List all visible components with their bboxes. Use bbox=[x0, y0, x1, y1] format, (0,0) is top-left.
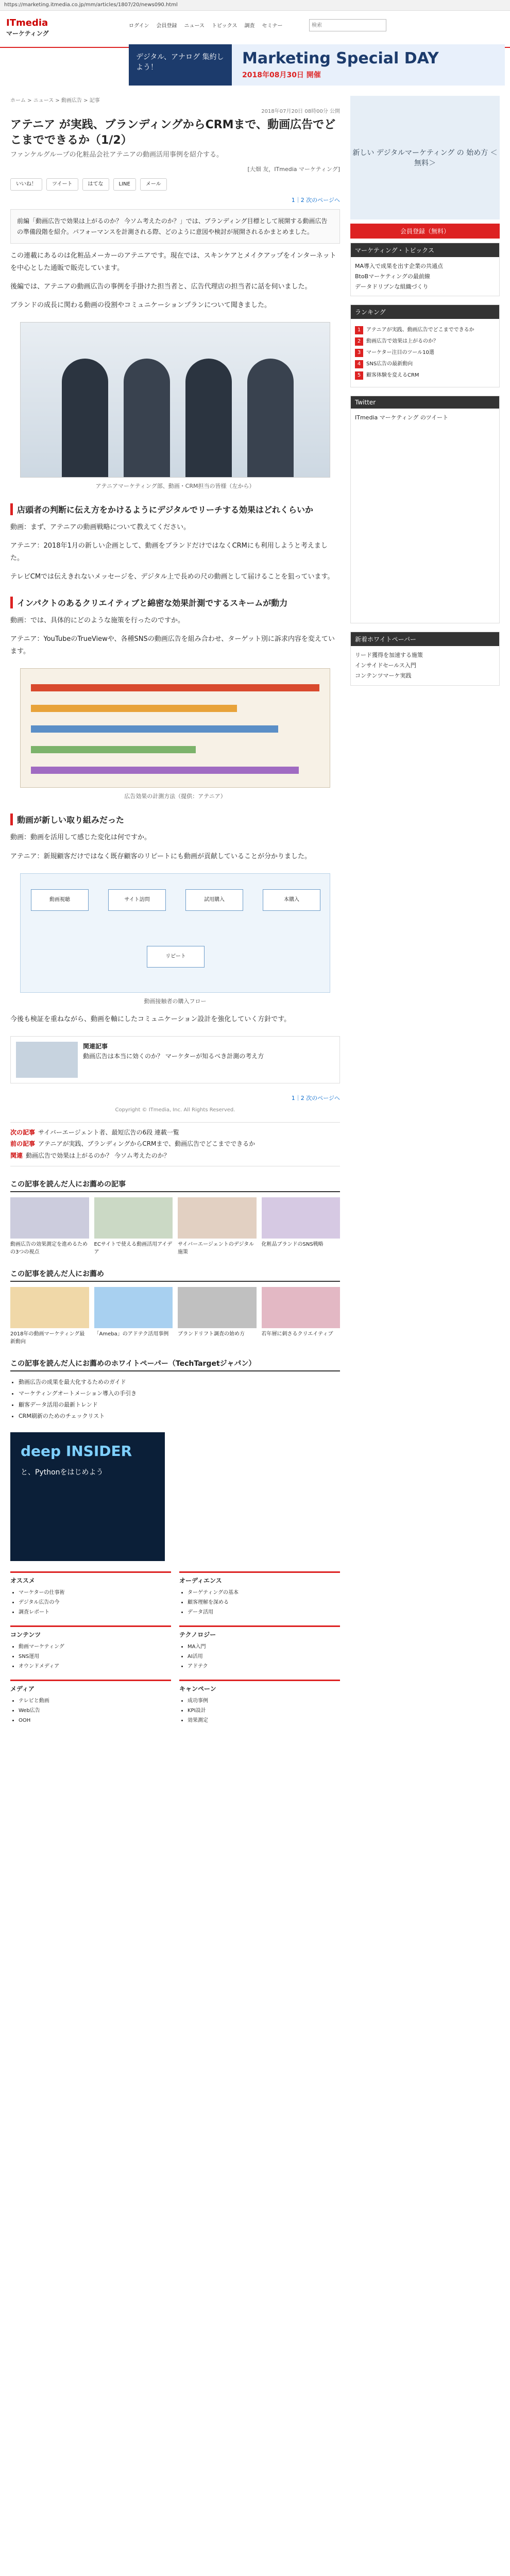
copyright: Copyright © ITmedia, Inc. All Rights Reserved. bbox=[115, 1107, 235, 1113]
ranking-item[interactable] bbox=[355, 349, 495, 357]
ranking-text: SNS広告の最新動向 bbox=[366, 361, 413, 367]
topic-item[interactable]: MA導入で成果を出す企業の共通点 bbox=[355, 263, 444, 269]
article-byline: [大畑 友，ITmedia マーケティング] bbox=[247, 166, 340, 173]
article-figure[interactable] bbox=[20, 668, 330, 788]
category-item[interactable]: • 動画マーケティング bbox=[19, 1642, 171, 1652]
recommend-thumb bbox=[178, 1197, 257, 1239]
category-box bbox=[179, 1625, 340, 1671]
article-title: アテニア が実践、ブランディングからCRMまで、動画広告でどこまでできるか（1/2） bbox=[10, 118, 336, 147]
deep-title: deep INSIDER bbox=[21, 1443, 132, 1460]
recommend-item[interactable] bbox=[10, 1197, 89, 1256]
main-column bbox=[10, 96, 340, 1725]
share-button[interactable]: LINE bbox=[113, 178, 136, 191]
recommend-text: サイバーエージェントのデジタル施策 bbox=[178, 1242, 254, 1255]
recommend-text: ECサイトで使える動画活用アイデア bbox=[94, 1242, 173, 1255]
ranking-text: 動画広告で効果は上がるのか？ bbox=[366, 338, 438, 345]
ranking-title: ランキング bbox=[351, 305, 499, 319]
photo-person bbox=[124, 359, 170, 477]
whitepaper-list bbox=[10, 1377, 340, 1422]
related-text bbox=[83, 1042, 264, 1078]
site-logo[interactable] bbox=[6, 18, 49, 39]
ranking-box bbox=[350, 304, 500, 387]
header-link[interactable]: セミナー bbox=[262, 23, 283, 29]
ranking-text: マーケター注目のツール10選 bbox=[366, 350, 434, 356]
banner-right bbox=[232, 44, 505, 86]
recommend-item[interactable] bbox=[262, 1197, 341, 1256]
paragraph: アテニア：2018年1月の新しい企画として、動画をブランドだけではなくCRMにも利用しようと考えました。 bbox=[10, 542, 328, 563]
figure-caption: 広告効果の計測方法（提供：アテニア） bbox=[124, 793, 226, 800]
paragraph: 後編では、アテニアの動画広告の事例を手掛けた担当者と、広告代理店の担当者に話を伺いました。 bbox=[10, 283, 312, 291]
category-title[interactable]: コンテンツ bbox=[10, 1631, 41, 1638]
figure-band bbox=[31, 725, 278, 733]
recommend-text: 化粧品ブランドのSNS戦略 bbox=[261, 1242, 324, 1247]
category-item[interactable]: • MA入門 bbox=[188, 1642, 340, 1652]
search-input[interactable] bbox=[309, 19, 386, 31]
section-heading: インパクトのあるクリエイティブと綿密な効果計測でするスキームが動力 bbox=[10, 597, 340, 608]
nav-label: 次の記事 bbox=[10, 1128, 36, 1136]
category-item[interactable]: • SNS運用 bbox=[19, 1652, 171, 1662]
recommend-thumb bbox=[10, 1287, 89, 1328]
topics-box bbox=[350, 243, 500, 296]
recommend-item[interactable] bbox=[94, 1197, 173, 1256]
paragraph: テレビCMでは伝えきれないメッセージを、デジタル上で長めの尺の動画として届けることを狙っています。 bbox=[10, 573, 334, 581]
ranking-body bbox=[351, 319, 499, 387]
diagram-caption: 動画接触者の購入フロー bbox=[144, 997, 207, 1005]
sidebar-ad[interactable]: 新しい デジタルマーケティング の 始め方 ＜無料＞ bbox=[350, 96, 500, 219]
article-lead: ファンケルグループの化粧品会社アテニアの動画活用事例を紹介する。 bbox=[10, 151, 224, 159]
site-header bbox=[0, 11, 510, 48]
share-bar bbox=[10, 178, 340, 191]
category-item[interactable]: • オウンドメディア bbox=[19, 1662, 171, 1671]
category-item[interactable]: • KPI設計 bbox=[188, 1706, 340, 1716]
category-item[interactable]: • テレビと動画 bbox=[19, 1696, 171, 1706]
paragraph: 動画：では、具体的にどのような施策を行ったのですか。 bbox=[10, 617, 185, 625]
topics-body bbox=[351, 257, 499, 296]
related-title: 関連記事 bbox=[83, 1042, 108, 1050]
nav-text: サイバーエージェント者、最短広告の6段 連載一覧 bbox=[38, 1128, 179, 1136]
recommend-item[interactable] bbox=[262, 1287, 341, 1346]
twitter-body[interactable]: ITmedia マーケティング のツイート bbox=[355, 414, 449, 421]
paragraph: ブランドの成長に関わる動画の役割やコミュニケーションプランについて聞きました。 bbox=[10, 301, 271, 310]
recommend-text: 動画広告の効果測定を進めるための3つの視点 bbox=[10, 1242, 88, 1255]
category-item[interactable]: • 成功事例 bbox=[188, 1696, 340, 1706]
category-item[interactable]: • データ活用 bbox=[188, 1607, 340, 1617]
figure-band bbox=[31, 684, 319, 691]
photo-person bbox=[247, 359, 294, 477]
recommend-item[interactable] bbox=[10, 1287, 89, 1346]
paragraph: 動画：まず、アテニアの動画戦略について教えてください。 bbox=[10, 523, 191, 532]
banner-left: デジタル、アナログ 集約しよう！ bbox=[129, 44, 232, 86]
recommend-thumb bbox=[262, 1287, 341, 1328]
pager-top[interactable]: 1｜2 次のページへ bbox=[291, 197, 340, 204]
rank-number: 2 bbox=[355, 337, 363, 346]
paragraph: この連載にあるのは化粧品メーカーのアテニアです。現在では、スキンケアとメイクアップをインターネットを中心とした通販で販売しています。 bbox=[10, 251, 336, 272]
recommend-item[interactable] bbox=[94, 1287, 173, 1346]
nav-text: 動画広告で効果は上がるのか？ 今ソム考えたのか？ bbox=[26, 1152, 170, 1160]
nav-link[interactable] bbox=[10, 1127, 340, 1139]
news-item[interactable]: リード獲得を加速する施策 bbox=[355, 652, 423, 659]
category-item[interactable]: • AI活用 bbox=[188, 1652, 340, 1662]
photo-person bbox=[62, 359, 108, 477]
related-article-card[interactable] bbox=[10, 1036, 340, 1083]
figure-band bbox=[31, 767, 299, 774]
deep-text: と、Pythonをはじめよう bbox=[21, 1468, 104, 1477]
news-item[interactable]: インサイドセールス入門 bbox=[355, 662, 416, 669]
category-grid bbox=[10, 1571, 340, 1725]
paragraph: アテニア：新規顧客だけではなく既存顧客のリピートにも動画が貢献していることが分かりました。 bbox=[10, 852, 311, 860]
nav-link[interactable] bbox=[10, 1150, 340, 1162]
whitepaper-item[interactable]: • 動画広告の成果を最大化するためのガイド bbox=[19, 1377, 340, 1388]
recommend-thumb bbox=[10, 1197, 89, 1239]
article-diagram[interactable] bbox=[20, 873, 330, 993]
topics-title: マーケティング・トピックス bbox=[351, 243, 499, 257]
pager-bottom[interactable]: 1｜2 次のページへ bbox=[291, 1094, 340, 1101]
category-item[interactable]: • アドテク bbox=[188, 1662, 340, 1671]
banner-date: 2018年08月30日 開催 bbox=[242, 71, 321, 79]
whitepaper-title: この記事を読んだ人にお薦めのホワイトペーパー（TechTargetジャパン） bbox=[10, 1358, 340, 1371]
recommend-text: 「Ameba」のアドテク活用事例 bbox=[94, 1331, 169, 1337]
diagram-node: サイト訪問 bbox=[108, 889, 166, 911]
recommend2-title: この記事を読んだ人にお薦め bbox=[10, 1268, 340, 1282]
logo-text: ITmedia bbox=[6, 18, 48, 28]
category-box bbox=[10, 1571, 171, 1617]
category-item[interactable]: • OOH bbox=[19, 1716, 171, 1725]
intro-box: 前編「動画広告で効果は上がるのか？ 今ソム考えたのか？」では、ブランディング目標として展開する動画広告の準備段階を紹介。パフォーマンスを計測される際、どのように意図や検討が展開されるかまとめました。 bbox=[10, 209, 340, 244]
recommend-thumb bbox=[178, 1287, 257, 1328]
related-link[interactable]: 動画広告は本当に効くのか？ マーケターが知るべき計測の考え方 bbox=[83, 1052, 264, 1060]
article-nav-links bbox=[10, 1122, 340, 1166]
header-link[interactable]: ニュース bbox=[184, 23, 205, 29]
nav-label: 前の記事 bbox=[10, 1140, 36, 1148]
category-box bbox=[179, 1571, 340, 1617]
browser-url-bar[interactable]: https://marketing.itmedia.co.jp/mm/articles/1807/20/news090.html bbox=[0, 0, 510, 11]
recommend-thumb bbox=[94, 1197, 173, 1239]
paragraph: アテニア：YouTubeのTrueViewや、各種SNSの動画広告を組み合わせ、ターゲット別に訴求内容を変えています。 bbox=[10, 635, 335, 656]
rank-number: 1 bbox=[355, 326, 363, 334]
recommend-text: 2018年の動画マーケティング最新動向 bbox=[10, 1331, 85, 1345]
ranking-item[interactable] bbox=[355, 360, 495, 368]
header-link[interactable]: 会員登録 bbox=[156, 23, 177, 29]
nav-label: 関連 bbox=[10, 1152, 23, 1160]
ranking-item[interactable] bbox=[355, 337, 495, 346]
article-date: 2018年07月20日 08時00分 公開 bbox=[261, 109, 340, 114]
figure-band bbox=[31, 705, 237, 712]
twitter-title: Twitter bbox=[351, 396, 499, 409]
share-button[interactable]: メール bbox=[140, 178, 167, 191]
article-photo[interactable] bbox=[20, 322, 330, 478]
rank-number: 4 bbox=[355, 360, 363, 368]
top-banner[interactable] bbox=[129, 44, 505, 86]
recommend-thumb bbox=[94, 1287, 173, 1328]
photo-person bbox=[185, 359, 232, 477]
category-title[interactable]: メディア bbox=[10, 1685, 35, 1692]
diagram-node: リピート bbox=[147, 946, 205, 968]
nav-text: アテニアが実践、ブランディングからCRMまで、動画広告でどこまでできるか bbox=[38, 1140, 256, 1148]
paragraph: 動画：動画を活用して感じた変化は何ですか。 bbox=[10, 834, 151, 842]
nav-link[interactable] bbox=[10, 1138, 340, 1150]
category-item[interactable]: • Web広告 bbox=[19, 1706, 171, 1716]
section-heading: 店頭者の判断に伝え方をかけるようにデジタルでリーチする効果はどれくらいか bbox=[10, 503, 340, 515]
whitepaper-item[interactable]: • CRM刷新のためのチェックリスト bbox=[19, 1411, 340, 1422]
diagram-node: 本購入 bbox=[263, 889, 320, 911]
recommend-item[interactable] bbox=[178, 1287, 257, 1346]
category-box bbox=[10, 1680, 171, 1725]
news-box bbox=[350, 632, 500, 685]
logo-sub: マーケティング bbox=[6, 30, 49, 37]
whitepaper-item[interactable]: • 顧客データ活用の最新トレンド bbox=[19, 1399, 340, 1411]
paragraph: 今後も検証を重ねながら、動画を軸にしたコミュニケーション設計を強化していく方針です。 bbox=[10, 1015, 291, 1023]
ranking-item[interactable] bbox=[355, 371, 495, 380]
header-link[interactable]: ログイン bbox=[129, 23, 149, 29]
banner-title: Marketing Special DAY bbox=[242, 49, 439, 67]
photo-caption: アテニアマーケティング部、動画・CRM担当の皆様（左から） bbox=[95, 483, 255, 490]
category-item[interactable]: • 調査レポート bbox=[19, 1607, 171, 1617]
header-nav bbox=[129, 21, 283, 29]
topic-item[interactable]: BtoBマーケティングの最前線 bbox=[355, 273, 430, 280]
deep-insider-banner[interactable] bbox=[10, 1432, 165, 1561]
section-heading: 動画が新しい取り組みだった bbox=[10, 814, 340, 825]
twitter-box bbox=[350, 396, 500, 623]
category-title[interactable]: オーディエンス bbox=[179, 1577, 222, 1584]
category-item[interactable]: • 顧客理解を深める bbox=[188, 1598, 340, 1607]
recommend-text: ブランドリフト調査の始め方 bbox=[178, 1331, 245, 1337]
breadcrumb[interactable]: ホーム > ニュース > 動画広告 > 記事 bbox=[10, 98, 100, 104]
category-title[interactable]: テクノロジー bbox=[179, 1631, 216, 1638]
figure-band bbox=[31, 746, 196, 753]
share-button[interactable]: いいね！ bbox=[10, 178, 42, 191]
share-button[interactable]: はてな bbox=[82, 178, 109, 191]
header-link[interactable]: トピックス bbox=[212, 23, 237, 29]
news-body bbox=[351, 646, 499, 685]
recommend-text: 若年層に刺さるクリエイティブ bbox=[261, 1331, 333, 1337]
recommend-title: この記事を読んだ人にお薦めの記事 bbox=[10, 1179, 340, 1192]
ranking-item[interactable] bbox=[355, 326, 495, 334]
recommend-item[interactable] bbox=[178, 1197, 257, 1256]
share-button[interactable]: ツイート bbox=[46, 178, 78, 191]
recommend-grid bbox=[10, 1197, 340, 1256]
diagram-node: 試用購入 bbox=[185, 889, 243, 911]
news-title: 新着ホワイトペーパー bbox=[351, 632, 499, 646]
rank-number: 5 bbox=[355, 371, 363, 380]
related-thumbnail bbox=[16, 1042, 78, 1078]
ranking-text: アテニアが実践、動画広告でどこまでできるか bbox=[366, 327, 474, 333]
category-title[interactable]: キャンペーン bbox=[179, 1685, 216, 1692]
category-item[interactable]: • デジタル広告の今 bbox=[19, 1598, 171, 1607]
header-link[interactable]: 調査 bbox=[244, 23, 255, 29]
member-register-button[interactable]: 会員登録（無料） bbox=[350, 224, 500, 239]
category-item[interactable]: • ターゲティングの基本 bbox=[188, 1588, 340, 1598]
sidebar bbox=[350, 96, 500, 694]
category-item[interactable]: • マーケターの仕事術 bbox=[19, 1588, 171, 1598]
category-box bbox=[10, 1625, 171, 1671]
topic-item[interactable]: データドリブンな組織づくり bbox=[355, 283, 429, 290]
recommend2-grid bbox=[10, 1287, 340, 1346]
category-title[interactable]: オススメ bbox=[10, 1577, 35, 1584]
category-item[interactable]: • 効果測定 bbox=[188, 1716, 340, 1725]
whitepaper-item[interactable]: • マーケティングオートメーション導入の手引き bbox=[19, 1388, 340, 1399]
news-item[interactable]: コンテンツマーケ実践 bbox=[355, 672, 412, 679]
ranking-text: 顧客体験を変えるCRM bbox=[366, 372, 419, 379]
rank-number: 3 bbox=[355, 349, 363, 357]
diagram-node: 動画視聴 bbox=[31, 889, 89, 911]
category-box bbox=[179, 1680, 340, 1725]
recommend-thumb bbox=[262, 1197, 341, 1239]
